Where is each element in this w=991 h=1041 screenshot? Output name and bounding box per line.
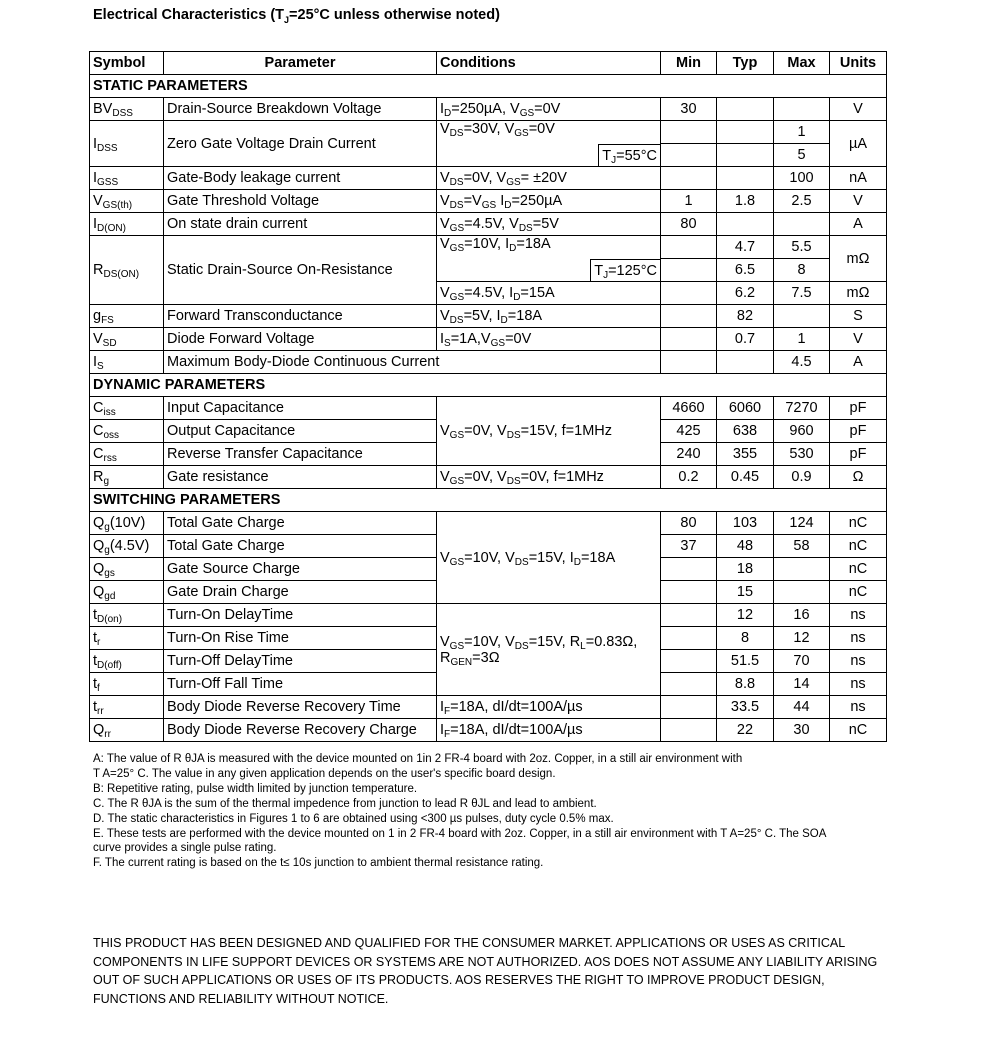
max-cell: 530: [774, 443, 830, 466]
typ-cell: 6.2: [717, 282, 774, 305]
max-cell: 100: [774, 167, 830, 190]
max-cell: 30: [774, 719, 830, 742]
unit-cell: nA: [830, 167, 887, 190]
condition-cell: $V_{GS}=10V$, $V_{DS}=15V$, $I_D=18A$: [437, 512, 661, 604]
symbol-cell: $C_{rss}$: [90, 443, 164, 466]
max-cell: 0.9: [774, 466, 830, 489]
col-typ: Typ: [717, 52, 774, 75]
typ-cell: 4.7: [717, 236, 774, 259]
unit-cell: nC: [830, 535, 887, 558]
footnote-b: B: Repetitive rating, pulse width limited by junction temperature.: [93, 782, 418, 795]
typ-cell: [717, 98, 774, 121]
condition-cell: $V_{DS}=5V$, $I_D=18A$: [437, 305, 661, 328]
symbol-cell: $g_{FS}$: [90, 305, 164, 328]
table-row: [90, 696, 887, 719]
disclaimer-line: OUT OF SUCH APPLICATIONS OR USES OF ITS PRODUCTS. AOS RESERVES THE RIGHT TO IMPROVE PRODUCT DESIGN,: [93, 973, 825, 987]
electrical-characteristics-table: [89, 51, 887, 742]
max-cell: 5.5: [774, 236, 830, 259]
parameter-cell: Gate-Body leakage current: [164, 167, 437, 190]
condition-line: $V_{GS}=10V$, $V_{DS}=15V$, $R_L=0.83\Omega$,: [440, 633, 638, 652]
symbol-cell: $t_{rr}$: [90, 696, 164, 719]
parameter-cell: Zero Gate Voltage Drain Current: [164, 121, 437, 167]
section-static: STATIC PARAMETERS: [90, 75, 887, 98]
unit-cell: V: [830, 190, 887, 213]
unit-cell: nC: [830, 558, 887, 581]
typ-cell: 638: [717, 420, 774, 443]
typ-cell: 8: [717, 627, 774, 650]
max-cell: 8: [774, 259, 830, 282]
max-cell: 58: [774, 535, 830, 558]
typ-cell: 12: [717, 604, 774, 627]
unit-cell: A: [830, 213, 887, 236]
parameter-cell: Static Drain-Source On-Resistance: [164, 236, 437, 305]
condition-cell: $V_{GS}=4.5V$, $V_{DS}=5V$: [437, 213, 661, 236]
min-cell: [661, 604, 717, 627]
max-cell: 7270: [774, 397, 830, 420]
col-max: Max: [774, 52, 830, 75]
unit-cell: µA: [830, 121, 887, 167]
parameter-cell: Gate Drain Charge: [164, 581, 437, 604]
footnote-a: A: The value of R θJA is measured with the device mounted on 1in 2 FR-4 board with 2oz. Copper, in a still air environment with: [93, 753, 743, 765]
max-cell: 4.5: [774, 351, 830, 374]
min-cell: [661, 236, 717, 259]
parameter-cell: Turn-On DelayTime: [164, 604, 437, 627]
section-switching: SWITCHING PARAMETERS: [90, 489, 887, 512]
symbol-cell: $Q_{gs}$: [90, 558, 164, 581]
symbol-cell: $BV_{DSS}$: [90, 98, 164, 121]
max-cell: 7.5: [774, 282, 830, 305]
typ-cell: 355: [717, 443, 774, 466]
table-row: [90, 213, 887, 236]
max-cell: 14: [774, 673, 830, 696]
table-row: [90, 167, 887, 190]
col-symbol: Symbol: [90, 52, 164, 75]
unit-cell: V: [830, 98, 887, 121]
condition-cell: $V_{DS}=0V$, $V_{GS}= \pm 20V$: [437, 167, 661, 190]
min-cell: 0.2: [661, 466, 717, 489]
max-cell: 44: [774, 696, 830, 719]
tj-condition: $T_J=55^\circ C$: [598, 144, 660, 167]
unit-cell: ns: [830, 627, 887, 650]
min-cell: 80: [661, 213, 717, 236]
unit-cell: nC: [830, 719, 887, 742]
parameter-cell: Drain-Source Breakdown Voltage: [164, 98, 437, 121]
condition-cell: $V_{DS}=V_{GS}$ $I_D=250\mu A$: [437, 190, 661, 213]
min-cell: 425: [661, 420, 717, 443]
min-cell: [661, 305, 717, 328]
max-cell: [774, 213, 830, 236]
min-cell: 4660: [661, 397, 717, 420]
min-cell: [661, 627, 717, 650]
parameter-cell: Forward Transconductance: [164, 305, 437, 328]
condition-cell: $V_{GS}=10V$, $I_D=18A$ $T_J=125^\circ C$: [437, 236, 661, 282]
typ-cell: 0.45: [717, 466, 774, 489]
max-cell: 2.5: [774, 190, 830, 213]
unit-cell: A: [830, 351, 887, 374]
typ-cell: 51.5: [717, 650, 774, 673]
parameter-cell: Turn-Off DelayTime: [164, 650, 437, 673]
table-row: [90, 512, 887, 535]
max-cell: [774, 581, 830, 604]
min-cell: [661, 558, 717, 581]
min-cell: [661, 696, 717, 719]
parameter-cell: Body Diode Reverse Recovery Time: [164, 696, 437, 719]
typ-cell: 48: [717, 535, 774, 558]
symbol-cell: $I_S$: [90, 351, 164, 374]
parameter-cell: Gate Source Charge: [164, 558, 437, 581]
condition-cell: $I_D=250\mu A$, $V_{GS}=0V$: [437, 98, 661, 121]
parameter-cell: Input Capacitance: [164, 397, 437, 420]
parameter-cell: Turn-Off Fall Time: [164, 673, 437, 696]
table-row: [90, 466, 887, 489]
max-cell: 1: [774, 121, 830, 144]
footnote-a-cont: T A=25° C. The value in any given application depends on the user's specific board design.: [93, 767, 556, 780]
typ-cell: [717, 121, 774, 144]
parameter-cell: Maximum Body-Diode Continuous Current: [164, 351, 661, 374]
table-row: [90, 328, 887, 351]
typ-cell: [717, 144, 774, 167]
parameter-cell: Total Gate Charge: [164, 512, 437, 535]
disclaimer-line: THIS PRODUCT HAS BEEN DESIGNED AND QUALIFIED FOR THE CONSUMER MARKET. APPLICATIONS OR USES AS CRITICAL: [93, 936, 846, 950]
min-cell: 240: [661, 443, 717, 466]
min-cell: [661, 282, 717, 305]
min-cell: [661, 167, 717, 190]
parameter-cell: Output Capacitance: [164, 420, 437, 443]
typ-cell: 1.8: [717, 190, 774, 213]
symbol-cell: $I_{GSS}$: [90, 167, 164, 190]
footnote-e: E. These tests are performed with the device mounted on 1 in 2 FR-4 board with 2oz. Copper, in a still air environment with T A=25° C. The SOA: [93, 827, 827, 840]
unit-cell: nC: [830, 581, 887, 604]
typ-cell: 6060: [717, 397, 774, 420]
max-cell: 960: [774, 420, 830, 443]
typ-cell: [717, 167, 774, 190]
max-cell: 5: [774, 144, 830, 167]
max-cell: 16: [774, 604, 830, 627]
unit-cell: ns: [830, 604, 887, 627]
unit-cell: nC: [830, 512, 887, 535]
table-row: [90, 121, 887, 144]
parameter-cell: Total Gate Charge: [164, 535, 437, 558]
min-cell: [661, 328, 717, 351]
min-cell: [661, 144, 717, 167]
col-min: Min: [661, 52, 717, 75]
header-row: [90, 52, 887, 75]
max-cell: 70: [774, 650, 830, 673]
parameter-cell: Reverse Transfer Capacitance: [164, 443, 437, 466]
table-row: [90, 98, 887, 121]
unit-cell: pF: [830, 397, 887, 420]
parameter-cell: Diode Forward Voltage: [164, 328, 437, 351]
unit-cell: V: [830, 328, 887, 351]
typ-cell: 0.7: [717, 328, 774, 351]
typ-cell: 33.5: [717, 696, 774, 719]
condition-cell: $V_{GS}=0V$, $V_{DS}=0V$, f=1MHz: [437, 466, 661, 489]
table-row: [90, 305, 887, 328]
symbol-cell: $I_{DSS}$: [90, 121, 164, 167]
typ-cell: 82: [717, 305, 774, 328]
max-cell: [774, 558, 830, 581]
unit-cell: mΩ: [830, 282, 887, 305]
condition-cell: [437, 604, 661, 696]
condition-cell: $V_{GS}=0V$, $V_{DS}=15V$, f=1MHz: [437, 397, 661, 466]
min-cell: 80: [661, 512, 717, 535]
unit-cell: mΩ: [830, 236, 887, 282]
unit-cell: ns: [830, 696, 887, 719]
footnote-c: C. The R θJA is the sum of the thermal impedence from junction to lead R θJL and lead to ambient.: [93, 797, 597, 810]
symbol-cell: $t_{D(off)}$: [90, 650, 164, 673]
footnotes: [93, 752, 893, 871]
symbol-cell: $V_{SD}$: [90, 328, 164, 351]
min-cell: 37: [661, 535, 717, 558]
section-row: [90, 489, 887, 512]
min-cell: [661, 581, 717, 604]
max-cell: [774, 98, 830, 121]
symbol-cell: $C_{oss}$: [90, 420, 164, 443]
min-cell: 30: [661, 98, 717, 121]
max-cell: 1: [774, 328, 830, 351]
section-row: [90, 75, 887, 98]
symbol-cell: $R_g$: [90, 466, 164, 489]
disclaimer: [93, 934, 893, 1008]
unit-cell: Ω: [830, 466, 887, 489]
unit-cell: ns: [830, 673, 887, 696]
symbol-cell: $R_{DS(ON)}$: [90, 236, 164, 305]
unit-cell: pF: [830, 420, 887, 443]
min-cell: [661, 719, 717, 742]
symbol-cell: $V_{GS(th)}$: [90, 190, 164, 213]
footnote-e-cont: curve provides a single pulse rating.: [93, 842, 277, 855]
symbol-cell: $C_{iss}$: [90, 397, 164, 420]
condition-line: $R_{GEN}=3\Omega$: [440, 649, 500, 668]
typ-cell: [717, 213, 774, 236]
table-row: [90, 604, 887, 627]
unit-cell: ns: [830, 650, 887, 673]
max-cell: 12: [774, 627, 830, 650]
col-units: Units: [830, 52, 887, 75]
footnote-d: D. The static characteristics in Figures 1 to 6 are obtained using <300 µs pulses, duty cycle 0.5% max.: [93, 812, 614, 825]
typ-cell: 6.5: [717, 259, 774, 282]
col-parameter: Parameter: [164, 52, 437, 75]
disclaimer-line: COMPONENTS IN LIFE SUPPORT DEVICES OR SYSTEMS ARE NOT AUTHORIZED. AOS DOES NOT ASSUME ANY LIABILITY ARISING: [93, 954, 878, 969]
symbol-cell: $Q_g(4.5V)$: [90, 535, 164, 558]
parameter-cell: Gate Threshold Voltage: [164, 190, 437, 213]
table-row: [90, 397, 887, 420]
condition-cell: $V_{GS}=4.5V$, $I_D=15A$: [437, 282, 661, 305]
min-cell: [661, 121, 717, 144]
table-row: [90, 236, 887, 259]
parameter-cell: Turn-On Rise Time: [164, 627, 437, 650]
symbol-cell: $t_f$: [90, 673, 164, 696]
parameter-cell: Body Diode Reverse Recovery Charge: [164, 719, 437, 742]
page-title: Electrical Characteristics ($T_J=25^\circ C$ unless otherwise noted): [93, 7, 500, 25]
unit-cell: S: [830, 305, 887, 328]
tj-condition: $T_J=125^\circ C$: [590, 259, 660, 282]
symbol-cell: $t_{D(on)}$: [90, 604, 164, 627]
table-row: [90, 351, 887, 374]
footnote-f: F. The current rating is based on the t≤ 10s junction to ambient thermal resistance rating.: [93, 857, 544, 870]
typ-cell: 22: [717, 719, 774, 742]
symbol-cell: $t_r$: [90, 627, 164, 650]
symbol-cell: $I_{D(ON)}$: [90, 213, 164, 236]
condition-cell: $V_{DS}=30V$, $V_{GS}=0V$ $T_J=55^\circ C$: [437, 121, 661, 167]
typ-cell: 103: [717, 512, 774, 535]
condition-cell: $I_S=1A,V_{GS}=0V$: [437, 328, 661, 351]
symbol-cell: $Q_{gd}$: [90, 581, 164, 604]
table-row: [90, 719, 887, 742]
min-cell: [661, 351, 717, 374]
min-cell: [661, 650, 717, 673]
condition-cell: $I_F=18A$, dI/dt=100A/µs: [437, 696, 661, 719]
symbol-cell: $Q_g(10V)$: [90, 512, 164, 535]
typ-cell: 15: [717, 581, 774, 604]
table-row: [90, 190, 887, 213]
max-cell: 124: [774, 512, 830, 535]
typ-cell: 18: [717, 558, 774, 581]
section-dynamic: DYNAMIC PARAMETERS: [90, 374, 887, 397]
typ-cell: [717, 351, 774, 374]
max-cell: [774, 305, 830, 328]
min-cell: [661, 259, 717, 282]
symbol-cell: $Q_{rr}$: [90, 719, 164, 742]
parameter-cell: On state drain current: [164, 213, 437, 236]
parameter-cell: Gate resistance: [164, 466, 437, 489]
min-cell: 1: [661, 190, 717, 213]
unit-cell: pF: [830, 443, 887, 466]
col-conditions: Conditions: [437, 52, 661, 75]
disclaimer-line: FUNCTIONS AND RELIABILITY WITHOUT NOTICE.: [93, 991, 389, 1006]
typ-cell: 8.8: [717, 673, 774, 696]
section-row: [90, 374, 887, 397]
condition-cell: $I_F=18A$, dI/dt=100A/µs: [437, 719, 661, 742]
min-cell: [661, 673, 717, 696]
